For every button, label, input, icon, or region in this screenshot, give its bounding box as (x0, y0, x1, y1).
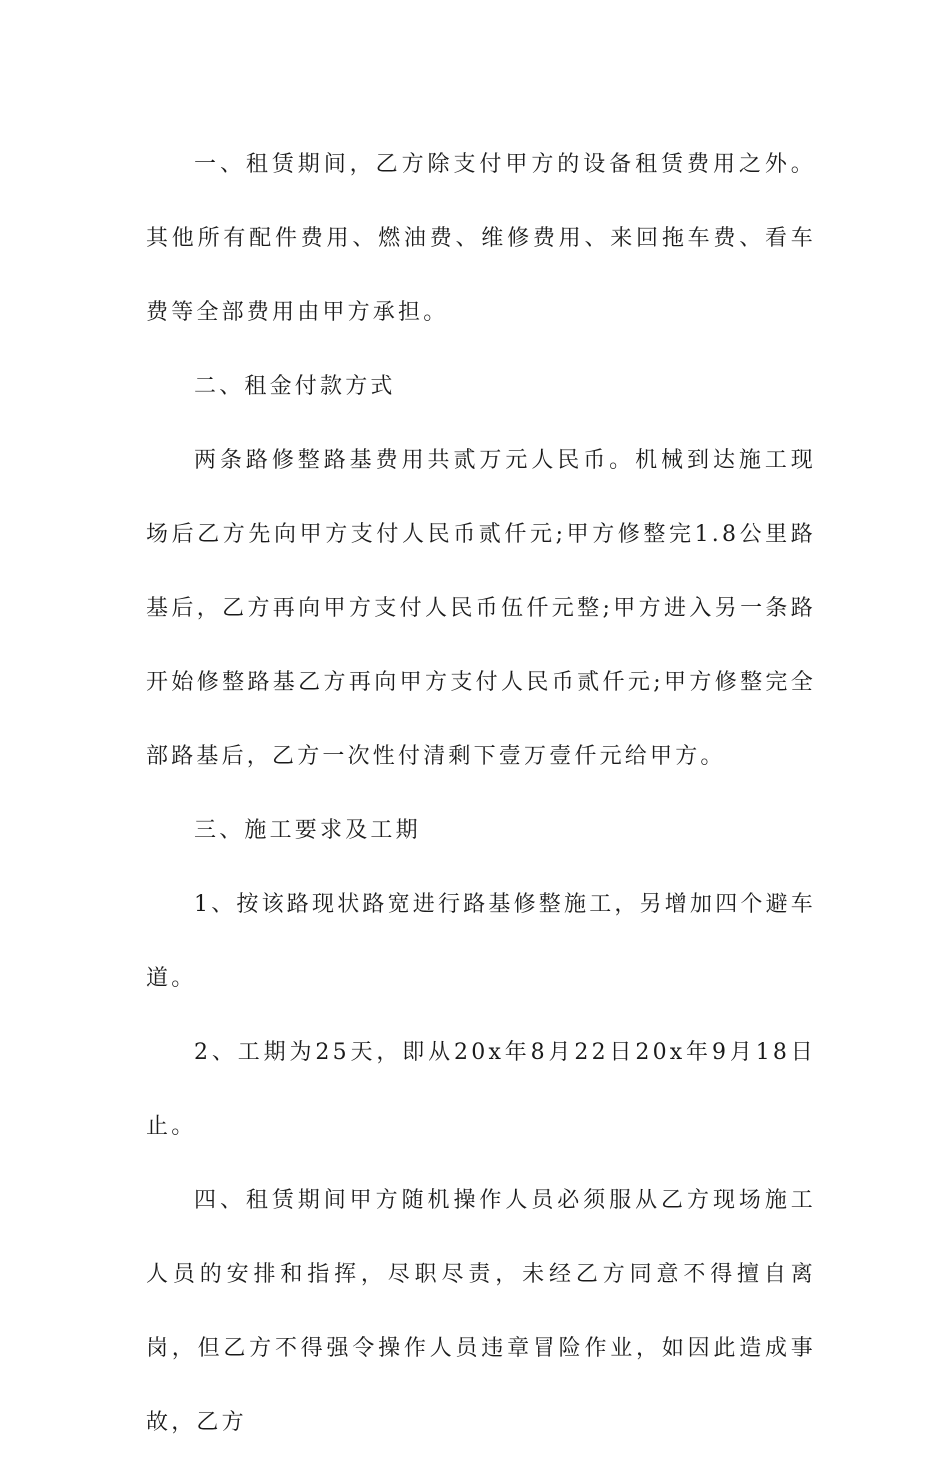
paragraph-requirement-1: 1、按该路现状路宽进行路基修整施工，另增加四个避车道。 (146, 892, 816, 991)
paragraph-clause-1: 一、租赁期间，乙方除支付甲方的设备租赁费用之外。其他所有配件费用、燃油费、维修费用、来回拖车费、看车费等全部费用由甲方承担。 (146, 152, 816, 325)
heading-construction-requirements: 三、施工要求及工期 (194, 818, 421, 843)
paragraph-requirement-2: 2、工期为25天，即从20x年8月22日20x年9月18日止。 (146, 1040, 816, 1139)
document-body (146, 128, 816, 1460)
paragraph-clause-4: 四、租赁期间甲方随机操作人员必须服从乙方现场施工人员的安排和指挥，尽职尽责，未经乙方同意不得擅自离岗，但乙方不得强令操作人员违章冒险作业，如因此造成事故，乙方 (146, 1188, 816, 1435)
paragraph-payment-terms: 两条路修整路基费用共贰万元人民币。机械到达施工现场后乙方先向甲方支付人民币贰仟元;甲方修整完1.8公里路基后，乙方再向甲方支付人民币伍仟元整;甲方进入另一条路开始修整路基乙方再向甲方支付人民币贰仟元;甲方修整完全部路基后，乙方一次性付清剩下壹万壹仟元给甲方。 (146, 448, 816, 769)
heading-payment-method: 二、租金付款方式 (194, 374, 396, 399)
